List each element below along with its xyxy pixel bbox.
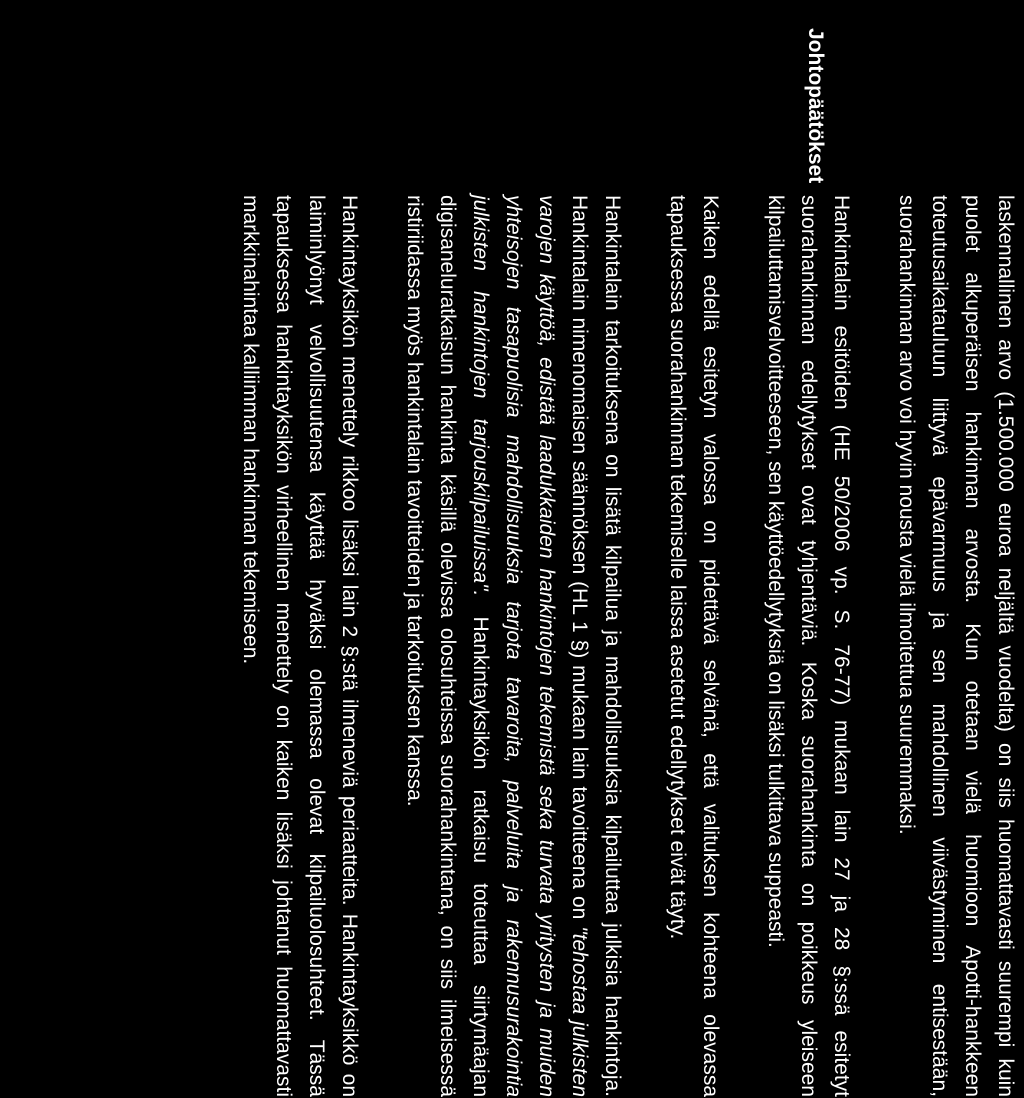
paragraph-value-comparison bbox=[890, 195, 1022, 1097]
paragraph-purpose-of-law bbox=[398, 195, 629, 1097]
paragraph-text: Kaiken edellä esitetyn valossa on pidettävä selvänä, että valituksen kohteena olevassa tapauksessa suorahankinnan tekemiselle laissa asetetut edellytykset eivät täyty. bbox=[666, 195, 722, 1097]
paragraph-text: laskennallinen arvo (1.500.000 euroa neljältä vuodelta) on siis huomattavasti suurempi kuin puolet alkuperäisen hankinnan arvosta. Kun otetaan vielä huomioon Apotti-hankkeen toteutusaikatauluun liittyvä epävarmuus ja sen mahdollinen viivästyminen entisestään, suorahankinnan arvo voi hyvin nousta vielä ilmoitettua suuremmaksi. bbox=[895, 195, 1017, 1097]
paragraph-preparatory-works bbox=[759, 195, 858, 1097]
paragraph-conclusion bbox=[661, 195, 727, 1097]
section-heading: Johtopäätökset bbox=[804, 28, 827, 184]
body-text bbox=[202, 195, 1022, 1097]
paragraph-principles bbox=[234, 195, 366, 1097]
paragraph-text: Hankintayksikön menettely rikkoo lisäksi lain 2 §:stä ilmeneviä periaatteita. Hankintayksikkö on laiminlyönyt velvollisuutensa käyttää hyväksi olemassa olevat kilpailuolosuhteet. Tässä tapauksessa hankintayksikön virheellinen menettely on kaiken lisäksi johtanut huomattavasti markkinahintaa kalliimman hankinnan tekemiseen. bbox=[239, 195, 361, 1097]
paragraph-quote: "tehostaa julkisten varojen käyttöä, edistää laadukkaiden hankintojen tekemistä seka turvata yritysten ja muiden yhteisojen tasapuolisia mahdollisuuksia tarjota tavaroita, palveluita ja rakennusurakointia julkisten hankintojen tarjouskilpailuissa". bbox=[469, 195, 591, 1097]
paragraph-text: Hankintalain esitöiden (HE 50/2006 vp. S. 76-77) mukaan lain 27 ja 28 §:ssä esitetyt suorahankinnan edellytykset ovat tyhjentäviä. Koska suorahankinta on poikkeus yleiseen kilpailuttamisvelvoitteeseen, sen käyttöedellytyksiä on lisäksi tulkittava suppeasti. bbox=[764, 195, 853, 1097]
paragraph-text: Hankintalain tarkoituksena on lisätä kilpailua ja mahdollisuuksia kilpailuttaa julkisia hankintoja. Hankintalain nimenomaisen säännöksen (HL 1 §) mukaan lain tavoitteena on bbox=[568, 195, 624, 1097]
paragraph-text: Hankintayksikön ratkaisu toteuttaa siirtymäajan digisaneluratkaisun hankinta käsillä olevissa olosuhteissa suorahankintana, on siis ilmeisessä ristiriidassa myös hankintalain tavoitteiden ja tarkoituksen kanssa. bbox=[403, 195, 492, 1098]
